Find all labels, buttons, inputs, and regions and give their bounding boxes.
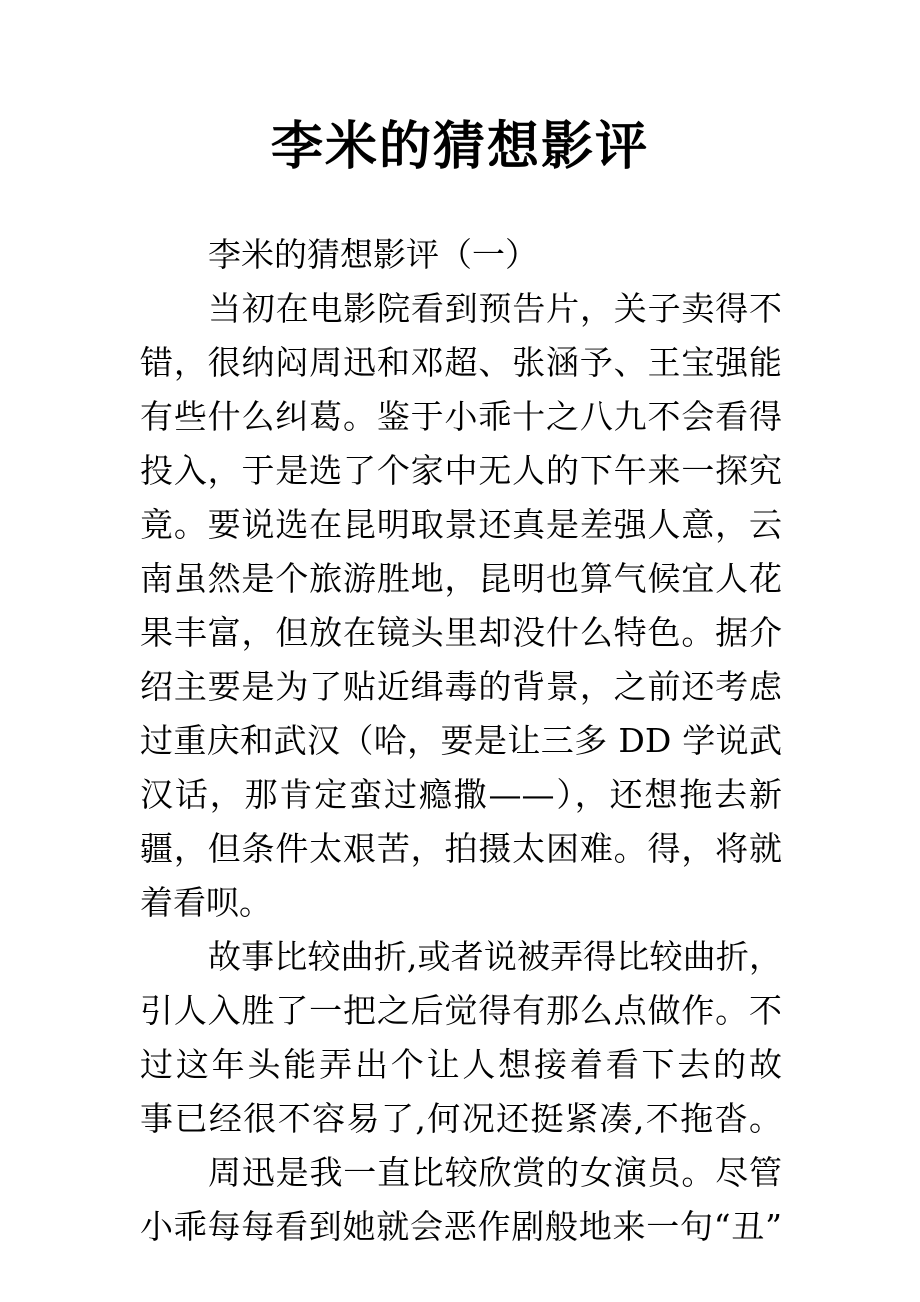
text-line: 汉话，那肯定蛮过瘾撒——），还想拖去新: [140, 775, 782, 814]
text-line: 周迅是我一直比较欣赏的女演员。尽管: [208, 1153, 782, 1192]
text-line: 有些什么纠葛。鉴于小乖十之八九不会看得: [140, 397, 782, 436]
text-line: 李米的猜想影评（一）: [208, 235, 538, 274]
document-title: 李米的猜想影评: [270, 116, 649, 177]
text-line: 错，很纳闷周迅和邓超、张涵予、王宝强能: [140, 343, 782, 382]
text-line: 果丰富，但放在镜头里却没什么特色。据介: [140, 613, 782, 652]
document-body: [140, 228, 782, 1254]
text-line: 小乖每每看到她就会恶作剧般地来一句“丑”: [140, 1207, 782, 1246]
text-line: 竟。要说选在昆明取景还真是差强人意，云: [140, 505, 782, 544]
text-line: 南虽然是个旅游胜地，昆明也算气候宜人花: [140, 559, 782, 598]
text-line: 着看呗。: [140, 883, 272, 922]
text-line: 疆，但条件太艰苦，拍摄太困难。得，将就: [140, 829, 782, 868]
text-line: 投入，于是选了个家中无人的下午来一探究: [140, 451, 782, 490]
text-line: 当初在电影院看到预告片，关子卖得不: [208, 289, 782, 328]
text-line: 绍主要是为了贴近缉毒的背景，之前还考虑: [140, 667, 782, 706]
text-line: 过重庆和武汉（哈，要是让三多 DD 学说武: [140, 721, 782, 760]
text-line: 引人入胜了一把之后觉得有那么点做作。不: [140, 991, 782, 1030]
text-line: 事已经很不容易了,何况还挺紧凑,不拖沓。: [140, 1099, 782, 1138]
text-line: 过这年头能弄出个让人想接着看下去的故: [140, 1045, 782, 1084]
text-line: 故事比较曲折,或者说被弄得比较曲折，: [208, 937, 782, 976]
